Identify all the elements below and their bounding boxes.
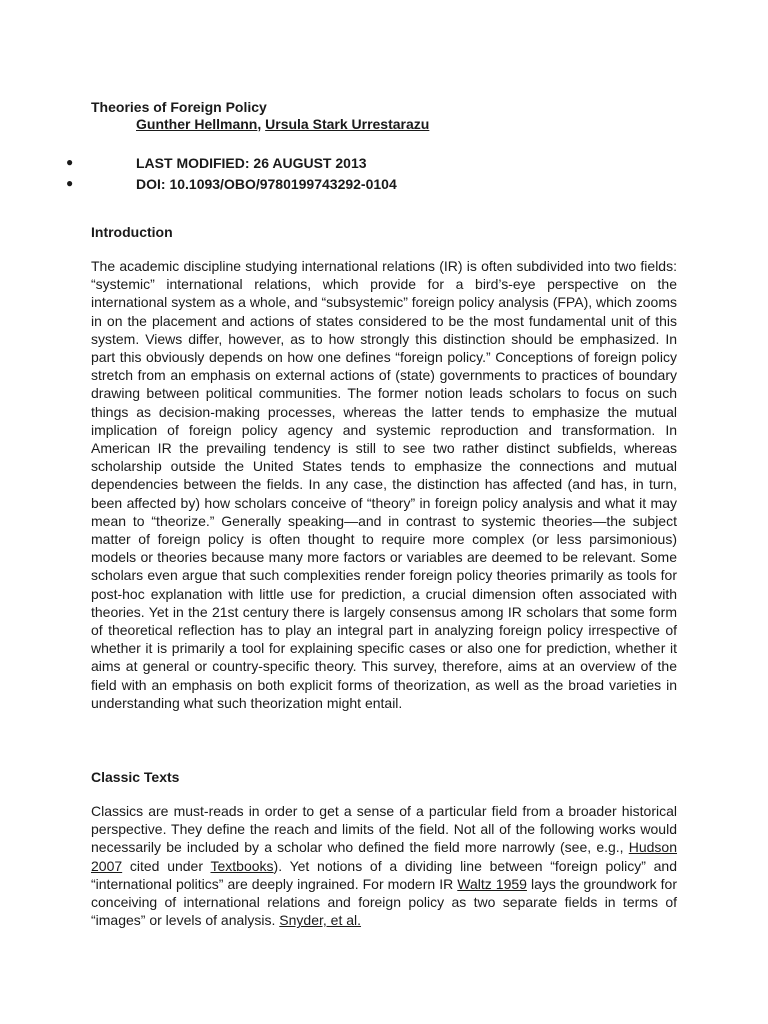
introduction-paragraph: The academic discipline studying international relations (IR) is often subdivided into two fields: “systemic” international relations, which provide for a bird’s-eye perspective on the international system as a whole, and “subsystemic” foreign policy analysis (FPA), which zooms in on the placement and actions of states considered to be the most fundamental unit of this system. Views differ, however, as to how strongly this distinction should be emphasized. In part this obviously depends on how one defines “foreign policy.” Conceptions of foreign policy stretch from an emphasis on external actions of (state) governments to practices of boundary drawing between political communities. The former notion leads scholars to focus on such things as decision-making processes, whereas the latter tends to emphasize the mutual implication of foreign policy agency and systemic reproduction and transformation. In American IR the prevailing tendency is still to see two rather distinct subfields, whereas scholarship outside the United States tends to emphasize the connections and mutual dependencies between the fields. In any case, the distinction has affected (and has, in turn, been affected by) how scholars conceive of “theory” in foreign policy analysis and what it may mean to “theorize.” Generally speaking—and in contrast to systemic theories—the subject matter of foreign policy is often thought to require more complex (or less parsimonious) models or theories because many more factors or variables are deemed to be relevant. Some scholars even argue that such complexities render foreign policy theories primarily as tools for post-hoc explanation with little use for prediction, a crucial dimension often associated with theories. Yet in the 21st century there is largely consensus among IR scholars that some form of theoretical reflection has to play an integral part in analyzing foreign policy irrespective of whether it is primarily a tool for explaining specific cases or also one for prediction, whether it aims at general or country-specific theory. This survey, therefore, aims at an overview of the field with an emphasis on both explicit forms of theorization, as well as the broad varieties in understanding what such theorization might entail. xyxy=(91,258,677,711)
authors-line xyxy=(136,116,429,132)
citation-link-textbooks[interactable]: Textbooks xyxy=(210,857,274,874)
author-separator: , xyxy=(257,116,266,132)
introduction-heading: Introduction xyxy=(91,224,173,240)
classic-texts-paragraph xyxy=(91,802,677,929)
article-title: Theories of Foreign Policy xyxy=(91,99,267,115)
author-link-hellmann[interactable]: Gunther Hellmann xyxy=(136,116,258,132)
classic-text-part: lays the groundwork for conceiving of international relations and foreign policy as two separate fields in terms of “images” or levels of analysis. xyxy=(91,875,678,929)
classic-text-part: cited under xyxy=(122,857,211,874)
bullet-icon: ● xyxy=(66,176,74,190)
author-link-urrestarazu[interactable]: Ursula Stark Urrestarazu xyxy=(265,116,430,132)
citation-link-waltz-1959[interactable]: Waltz 1959 xyxy=(457,875,527,892)
classic-texts-heading: Classic Texts xyxy=(91,769,180,785)
citation-link-snyder-et-al[interactable]: Snyder, et al. xyxy=(279,912,362,929)
classic-text-part: Classics are must-reads in order to get a sense of a particular field from a broader historical perspective. They define the reach and limits of the field. Not all of the following works would necessarily be included by a scholar who defined the field more narrowly (see, e.g., xyxy=(91,803,677,856)
citation-link-hudson-2007[interactable]: Hudson 2007 xyxy=(91,839,677,874)
doi-text: DOI: 10.1093/OBO/9780199743292-0104 xyxy=(136,176,397,192)
classic-text-part: ). Yet notions of a dividing line between “foreign policy” and “international politics” are deeply ingrained. For modern IR xyxy=(91,857,678,892)
bullet-icon: ● xyxy=(66,155,74,169)
last-modified-text: LAST MODIFIED: 26 AUGUST 2013 xyxy=(136,155,367,171)
